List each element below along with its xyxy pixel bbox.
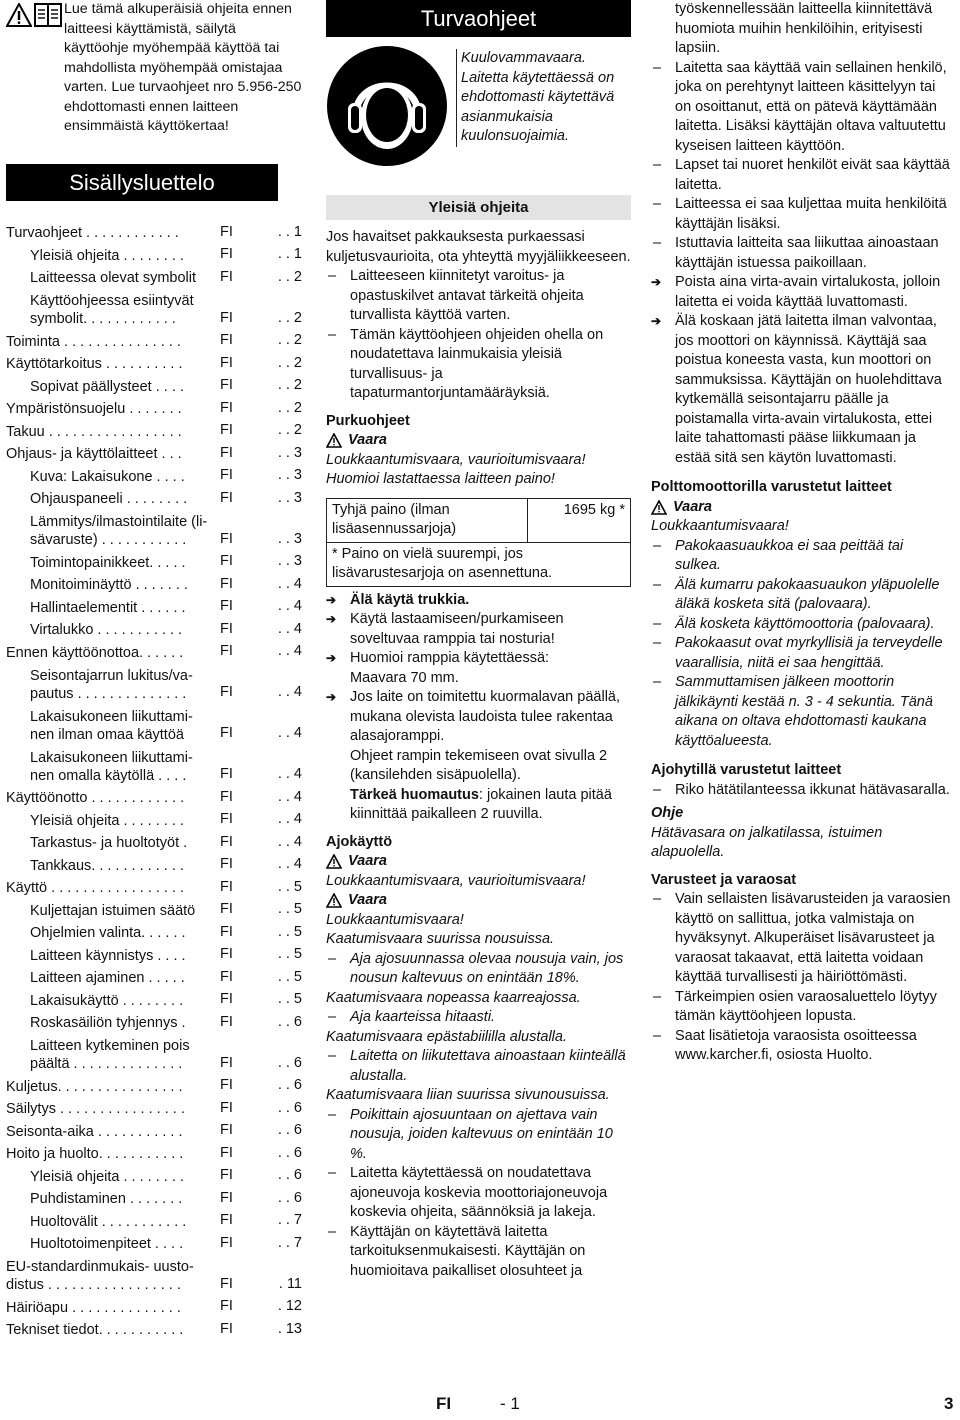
toc-entry-page: . . 3 — [277, 530, 302, 547]
toc-entry-lang: FI — [220, 833, 233, 850]
danger-label: Vaara — [348, 853, 387, 869]
toc-entry-title: Sopivat päällysteet . . . . — [30, 378, 184, 395]
toc-entry-page: . . 5 — [277, 878, 302, 895]
toc-entry-page: . . 2 — [277, 309, 302, 326]
toc-entry[interactable] — [6, 441, 302, 464]
toc-entry-lang: FI — [220, 1054, 233, 1071]
toc-entry-page: . . 6 — [277, 1099, 302, 1116]
rule-arrow-1: ➔ Poista aina virta-avain virtalukosta, jolloin laitetta ei voida käyttää luvattomasti. — [651, 273, 953, 312]
toc-entry[interactable] — [6, 549, 302, 572]
toc-entry-title: Lakaisukoneen liikuttami- nen omalla käytöllä . . . . — [30, 749, 193, 784]
tip-heading-1: Kaatumisvaara suurissa nousuissa. — [326, 931, 555, 947]
general-heading: Yleisiä ohjeita — [326, 195, 631, 220]
drive-warning-2: Loukkaantumisvaara! — [326, 911, 464, 928]
toc-entry-lang: FI — [220, 553, 233, 569]
toc-entry-page: . . 4 — [277, 833, 302, 850]
column-right — [651, 0, 953, 1066]
toc-entry-lang: FI — [220, 1099, 233, 1116]
danger-label: Vaara — [348, 892, 387, 908]
footer-page-label: - 1 — [500, 1394, 520, 1413]
tip-heading-2: Kaatumisvaara nopeassa kaarreajossa. — [326, 989, 581, 1006]
toc-entry-lang: FI — [220, 878, 233, 895]
tip-item-3: – Laitetta on liikutettava ainoastaan kiinteällä alustalla. — [326, 1047, 631, 1086]
toc-entry-title: Ennen käyttöönottoa. . . . . . — [6, 644, 184, 661]
toc-entry[interactable] — [6, 785, 302, 808]
toc-entry-title: Lakaisukoneen liikuttami- nen ilman omaa käyttöä — [30, 708, 193, 743]
toc-entry-lang: FI — [220, 489, 233, 506]
toc-title: Sisällysluettelo — [6, 164, 278, 201]
toc-entry-lang: FI — [220, 766, 233, 782]
toc-entry-lang: FI — [220, 467, 233, 483]
toc-entry-page: . . 3 — [277, 489, 302, 506]
toc-entry-page: . . 2 — [277, 354, 302, 371]
danger-label: Vaara — [348, 432, 387, 448]
general-item-1: – Laitteeseen kiinnitetyt varoitus- ja opastuskilvet antavat tärkeitä ohjeita turvallista käyttöä varten. — [326, 267, 631, 326]
important-label: Tärkeä huomautus — [350, 786, 479, 803]
toc-entry-lang: FI — [220, 1077, 233, 1093]
toc-entry-lang: FI — [220, 1122, 233, 1138]
note-text: Hätävasara on jalkatilassa, istuimen alapuolella. — [651, 824, 883, 860]
toc-entry-page: . . 2 — [277, 268, 302, 285]
toc-entry-page: . . 2 — [277, 422, 302, 438]
toc-entry-lang: FI — [220, 725, 233, 741]
toc-entry-title: Käyttö . . . . . . . . . . . . . . . . . — [6, 880, 185, 896]
unpack-heading: Purkuohjeet — [326, 412, 410, 429]
intro-icons — [6, 3, 62, 27]
note-label: Ohje — [651, 805, 684, 821]
toc-entry-title: Laitteen kytkeminen pois päältä . . . . . . . . . . . . . . — [30, 1038, 190, 1072]
toc-entry-title: Virtalukko . . . . . . . . . . . — [30, 622, 183, 638]
toc-entry[interactable] — [6, 1141, 302, 1164]
drive-item-5: – Laitetta käytettäessä on noudatettava ajoneuvoja koskevia moottoriajoneuvoja koskevia ohjeita, säännöksiä ja lakeja. — [326, 1164, 631, 1223]
danger-icon — [651, 500, 667, 515]
seat-item: – Riko hätätilanteessa ikkunat hätävasaralla. — [651, 781, 953, 801]
drive-warning: Loukkaantumisvaara, vaurioitumisvaara! — [326, 872, 586, 889]
toc-entry[interactable] — [6, 508, 302, 549]
toc-entry-title: Lämmitys/ilmastointilaite (li- sävaruste) . . . . . . . . . . . — [30, 514, 208, 548]
toc-entry-title: Laitteessa olevat symbolit — [30, 270, 197, 286]
toc-entry-title: Kuva: Lakaisukone . . . . — [30, 468, 185, 485]
danger-label: Vaara — [673, 498, 712, 515]
toc-entry[interactable] — [6, 897, 302, 920]
column-middle — [326, 0, 631, 1281]
toc-entry-page: . . 4 — [277, 766, 302, 782]
toc-entry-page: . . 4 — [277, 643, 302, 659]
toc-entry[interactable] — [6, 639, 302, 662]
toc-entry-title: Hallintaelementit . . . . . . — [30, 599, 186, 616]
intro-text: Lue tämä alkuperäisiä ohjeita ennen laitteesi käyttämistä, säilytä käyttöohje myöhempää käyttöä tai mahdollista myöhempää omistajaa varten. Lue turvaohjeet nro 5.956-250 ehdottomasti ennen laitteen ensimmäistä käyttökertaa! — [64, 1, 302, 134]
toc-entry-title: Monitoiminäyttö . . . . . . . — [30, 577, 188, 593]
toc-entry-page: . . 2 — [277, 399, 302, 416]
toc-entry-title: Käyttötarkoitus . . . . . . . . . . — [6, 356, 183, 372]
unpack-important — [326, 786, 631, 825]
warning-icon — [6, 3, 32, 27]
toc-entry-title: Seisonta-aika . . . . . . . . . . . — [6, 1123, 183, 1140]
toc-entry-title: Ohjaus- ja käyttölaitteet . . . — [6, 446, 182, 462]
toc-entry-title: Käyttöönotto . . . . . . . . . . . . — [6, 790, 185, 806]
toc-entry-title: Laitteen käynnistys . . . . — [30, 947, 186, 964]
tip-item-4: – Poikittain ajosuuntaan on ajettava vain nousuja, joiden kaltevuus on enintään 10 %. — [326, 1106, 631, 1165]
hearing-warning-text: Kuulovammavaara. Laitetta käytettäessä on ehdottomasti käytettävä asianmukaisia kuulonsuojaimia. — [456, 49, 631, 147]
continued-text: työskennellessään laitteella kiinnitettävä huomiota muihin henkilöihin, erityisesti lapsiin. — [675, 1, 933, 56]
toc-entry-lang: FI — [220, 968, 233, 985]
rule-arrow-2: ➔ Älä koskaan jätä laitetta ilman valvontaa, jos moottori on käynnissä. Käyttäjä saa poistua koneesta vasta, kun moottori on sammuksissa. Käyttäjän on huolehdittava kytkemällä seisontajarru päälle ja poistamalla virta-avain virtalukosta, ettei laite tahattomasti pääse liikkumaan ja estää sitä sen käytön luvattomasti. — [651, 312, 953, 468]
toc-entry-title: Turvaohjeet . . . . . . . . . . . . — [6, 225, 179, 241]
toc-entry-lang: FI — [220, 1167, 233, 1183]
toc-entry-title: Tankkaus. . . . . . . . . . . . — [30, 857, 184, 874]
toc-entry-page: . . 5 — [277, 968, 302, 985]
toc-entry-title: Laitteen ajaminen . . . . . — [30, 970, 185, 986]
engine-danger — [651, 498, 953, 518]
toc-entry-title: Käyttöohjeessa esiintyvät symbolit. . . . . . . . . . . . — [30, 293, 194, 327]
toc-entry[interactable] — [6, 418, 302, 441]
toc-entry[interactable] — [6, 942, 302, 965]
danger-icon — [326, 854, 342, 869]
toc-entry-title: Huoltotoimenpiteet . . . . — [30, 1236, 184, 1252]
toc-entry[interactable] — [6, 594, 302, 617]
toc-entry-lang: FI — [220, 901, 233, 917]
toc-entry-lang: FI — [220, 1320, 233, 1337]
toc-entry-lang: FI — [220, 856, 233, 872]
toc-entry-page: . 12 — [277, 1298, 302, 1314]
toc-entry[interactable] — [6, 1032, 302, 1073]
toc-entry-lang: FI — [220, 1189, 233, 1206]
acc-item-1: – Vain sellaisten lisävarusteiden ja varaosien käyttö on sallittua, jotka valmistaja on hyväksynyt. Alkuperäiset lisävarusteet ja varaosat takaavat, että laitetta voidaan käyttää turvallisesti ja häiriöttömästi. — [651, 890, 953, 988]
toc-entry[interactable] — [6, 807, 302, 830]
toc-entry-page: . 11 — [278, 1275, 302, 1292]
toc-entry-lang: FI — [220, 1275, 233, 1292]
toc-entry-lang: FI — [220, 399, 233, 416]
unpack-no-forklift: ➔ Älä käytä trukkia. — [326, 591, 631, 611]
toc-entry[interactable] — [6, 1231, 302, 1254]
tip-item-1: – Aja ajosuunnassa olevaa nousuja vain, jos nousun kaltevuus on enintään 18%. — [326, 950, 631, 989]
toc-entry-page: . . 3 — [277, 467, 302, 483]
toc-entry[interactable] — [6, 875, 302, 898]
unpack-instructions: Ohjeet rampin tekemiseen ovat sivulla 2 (kansilehden sisäpuolella). — [350, 747, 608, 783]
toc-entry-lang: FI — [220, 946, 233, 962]
toc-entry-lang: FI — [220, 684, 233, 700]
toc-entry[interactable] — [6, 351, 302, 374]
toc-entry-title: Tekniset tiedot. . . . . . . . . . . — [6, 1322, 184, 1338]
toc-entry[interactable] — [6, 572, 302, 595]
toc-entry-lang: FI — [220, 246, 233, 262]
general-intro: Jos havaitset pakkauksesta purkaessasi kuljetusvaurioita, ota yhteyttä myyjäliikkeeseen. — [326, 229, 631, 265]
toc-entry[interactable] — [6, 1208, 302, 1231]
acc-item-2: – Tärkeimpien osien varaosaluettelo löytyy tämän käyttöohjeen lopusta. — [651, 988, 953, 1027]
toc-entry-lang: FI — [220, 620, 233, 637]
engine-item-5: – Sammuttamisen jälkeen moottorin jälkikäynti kestää n. 3 - 4 sekuntia. Tänä aikana on oltava ehdottomasti kaukana käyttöalueesta. — [651, 673, 953, 751]
unpack-ramp-slope: ➔ Huomioi ramppia käytettäessä: — [326, 649, 631, 669]
drive-danger-1 — [326, 852, 631, 872]
drive-danger-2 — [326, 891, 631, 911]
toc-entry[interactable] — [6, 396, 302, 419]
seat-heading: Ajohytillä varustetut laitteet — [651, 762, 842, 778]
toc-entry-lang: FI — [220, 422, 233, 438]
toc-entry-title: Kuljetus. . . . . . . . . . . . . . . . — [6, 1078, 183, 1095]
toc-entry-title: Yleisiä ohjeita . . . . . . . . — [30, 812, 184, 829]
toc-entry-page: . . 4 — [277, 598, 302, 614]
hearing-protection-block — [326, 45, 631, 167]
rule-item-1: – Laitetta saa käyttää vain sellainen henkilö, joka on perehtynyt laitteen käsittelyyn tai on osoittanut, että on pätevä käyttämään laitetta. Lisäksi käyttäjän oltava valtuutettu kyseisen laitteen käyttöön. — [651, 59, 953, 157]
toc-entry[interactable] — [6, 1253, 302, 1294]
toc-entry-title: Hoito ja huolto. . . . . . . . . . . — [6, 1146, 184, 1162]
toc-entry-lang: FI — [220, 1212, 233, 1228]
toc-entry-lang: FI — [220, 444, 233, 461]
toc-entry-page: . . 5 — [277, 946, 302, 962]
toc-entry[interactable] — [6, 1163, 302, 1186]
footer-lang: FI — [436, 1394, 452, 1413]
toc-entry[interactable] — [6, 1010, 302, 1033]
toc-entry-title: Lakaisukäyttö . . . . . . . . — [30, 992, 184, 1009]
toc-entry-page: . . 2 — [277, 332, 302, 348]
toc-entry-lang: FI — [220, 309, 233, 326]
column-left — [6, 0, 302, 1339]
toc-entry[interactable] — [6, 1186, 302, 1209]
toc-entry-title: Ympäristönsuojelu . . . . . . . — [6, 401, 182, 417]
toc-entry[interactable] — [6, 1073, 302, 1096]
toc-entry-lang: FI — [220, 1013, 233, 1030]
engine-warning: Loukkaantumisvaara! — [651, 518, 789, 534]
weight-label: Tyhjä paino (ilman lisäasennussarjoja) — [327, 498, 528, 542]
engine-item-1: – Pakokaasuaukkoa ei saa peittää tai sulkea. — [651, 537, 953, 576]
toc-entry-lang: FI — [220, 643, 233, 659]
toc-entry-lang: FI — [220, 354, 233, 371]
toc-entry-lang: FI — [220, 923, 233, 940]
toc-entry-title: Yleisiä ohjeita . . . . . . . . — [30, 1168, 184, 1185]
toc-entry-page: . . 5 — [277, 901, 302, 917]
toc-entry-lang: FI — [220, 1234, 233, 1251]
toc-entry-page: . . 6 — [277, 1144, 302, 1161]
toc-entry-lang: FI — [220, 811, 233, 827]
toc-entry[interactable] — [6, 265, 302, 288]
toc-entry-lang: FI — [220, 377, 233, 393]
toc-entry[interactable] — [6, 1317, 302, 1340]
rule-item-2: – Lapset tai nuoret henkilöt eivät saa käyttää laitetta. — [651, 156, 953, 195]
weight-value: 1695 kg * — [527, 498, 630, 542]
toc-entry[interactable] — [6, 220, 302, 243]
toc-entry-page: . . 4 — [277, 856, 302, 872]
toc-entry[interactable] — [6, 703, 302, 744]
toc-entry-page: . . 1 — [277, 246, 302, 262]
drive-heading: Ajokäyttö — [326, 833, 393, 850]
toc-entry-page: . . 4 — [277, 725, 302, 741]
toc-entry-page: . . 6 — [277, 1189, 302, 1206]
toc-entry-page: . . 4 — [277, 575, 302, 592]
toc-entry-title: Puhdistaminen . . . . . . . — [30, 1191, 183, 1207]
unpack-warning-2: Huomioi lastattaessa laitteen paino! — [326, 471, 555, 487]
toc-entry-title: Säilytys . . . . . . . . . . . . . . . . — [6, 1101, 185, 1117]
toc-entry[interactable] — [6, 744, 302, 785]
engine-heading: Polttomoottorilla varustetut laitteet — [651, 479, 892, 495]
toc-entry-title: Seisontajarrun lukitus/va- pautus . . . . . . . . . . . . . . — [30, 667, 193, 702]
toc-entry[interactable] — [6, 328, 302, 351]
toc-entry-page: . . 6 — [277, 1054, 302, 1071]
footer-page-number: 3 — [944, 1394, 954, 1413]
important-text: : jokainen lauta pitää kiinnittää paikalleen 2 ruuvilla. — [350, 786, 612, 822]
toc-entry-title: Toimintopainikkeet. . . . . — [30, 554, 186, 571]
toc-entry-lang: FI — [220, 332, 233, 348]
unpack-slope-value: Maavara 70 mm. — [350, 669, 459, 686]
toc-entry-title: Takuu . . . . . . . . . . . . . . . . . — [6, 423, 182, 440]
toc-entry[interactable] — [6, 463, 302, 486]
toc-entry-title: Roskasäiliön tyhjennys . — [30, 1015, 186, 1031]
tip-heading-3: Kaatumisvaara epästabiililla alustalla. — [326, 1028, 567, 1045]
toc-entry-page: . . 5 — [277, 991, 302, 1007]
toc-entry-title: Kuljettajan istuimen säätö — [30, 902, 196, 919]
unpack-warning-1: Loukkaantumisvaara, vaurioitumisvaara! — [326, 451, 586, 468]
toc-entry[interactable] — [6, 1118, 302, 1141]
toc-entry-page: . . 4 — [277, 684, 302, 700]
intro-block — [6, 0, 302, 137]
toc-entry[interactable] — [6, 242, 302, 265]
engine-item-4: – Pakokaasut ovat myrkyllisiä ja terveydelle vaarallisia, niitä ei saa hengittää. — [651, 634, 953, 673]
toc-entry[interactable] — [6, 920, 302, 943]
toc-entry[interactable] — [6, 486, 302, 509]
toc-entry-page: . . 7 — [277, 1212, 302, 1228]
toc-entry-title: Toiminta . . . . . . . . . . . . . . . — [6, 333, 181, 350]
toc-entry-title: Häiriöapu . . . . . . . . . . . . . . — [6, 1299, 181, 1316]
toc-entry-lang: FI — [220, 223, 233, 240]
toc-entry-page: . . 6 — [277, 1077, 302, 1093]
toc-entry-page: . . 6 — [277, 1122, 302, 1138]
toc-entry-page: . . 6 — [277, 1013, 302, 1030]
manual-book-icon — [34, 3, 62, 27]
toc-entry-title: Ohjauspaneeli . . . . . . . . — [30, 491, 188, 507]
weight-note: * Paino on vielä suurempi, jos lisävarustesarjoja on asennettuna. — [327, 542, 631, 586]
toc-entry[interactable] — [6, 617, 302, 640]
toc-entry[interactable] — [6, 987, 302, 1010]
tip-heading-4: Kaatumisvaara liian suurissa sivunousuissa. — [326, 1087, 610, 1103]
drive-item-6: – Käyttäjän on käytettävä laitetta tarkoituksenmukaisesti. Käyttäjän on huomioitava paikalliset olosuhteet ja — [326, 1223, 631, 1282]
unpack-ramp: ➔ Käytä lastaamiseen/purkamiseen soveltuvaa ramppia tai nosturia! — [326, 610, 631, 649]
weight-table — [326, 498, 631, 587]
toc-entry-title: EU-standardinmukais- uusto- distus . . . . . . . . . . . . . . . . . — [6, 1259, 194, 1293]
table-of-contents — [6, 220, 302, 1340]
acc-item-3: – Saat lisätietoja varaosista osoitteessa www.karcher.fi, osiosta Huolto. — [651, 1027, 953, 1066]
toc-entry-page: . . 4 — [277, 788, 302, 805]
toc-entry-title: Tarkastus- ja huoltotyöt . — [30, 835, 188, 851]
toc-entry[interactable] — [6, 830, 302, 853]
toc-entry[interactable] — [6, 662, 302, 703]
toc-entry-page: . . 5 — [277, 923, 302, 940]
unpack-danger — [326, 431, 631, 451]
toc-entry-page: . . 1 — [277, 223, 302, 240]
toc-entry[interactable] — [6, 287, 302, 328]
rule-item-4: – Istuttavia laitteita saa liikuttaa ainoastaan käyttäjän istuessa paikoillaan. — [651, 234, 953, 273]
toc-entry-page: . . 3 — [277, 553, 302, 569]
toc-entry-lang: FI — [220, 575, 233, 592]
danger-icon — [326, 893, 342, 908]
toc-entry-lang: FI — [220, 991, 233, 1007]
engine-item-3: – Älä kosketa käyttömoottoria (palovaara). — [651, 615, 953, 635]
toc-entry-title: Yleisiä ohjeita . . . . . . . . — [30, 247, 184, 264]
toc-entry-page: . . 6 — [277, 1167, 302, 1183]
toc-entry-title: Ohjelmien valinta. . . . . . — [30, 925, 186, 941]
toc-entry-lang: FI — [220, 788, 233, 805]
tip-item-2: – Aja kaarteissa hitaasti. — [326, 1008, 631, 1028]
toc-entry-page: . . 4 — [277, 811, 302, 827]
toc-entry[interactable] — [6, 1096, 302, 1119]
toc-entry[interactable] — [6, 373, 302, 396]
safety-heading: Turvaohjeet — [326, 0, 631, 37]
engine-item-2: – Älä kumarru pakokaasuaukon yläpuolelle äläkä kosketa sitä (palovaara). — [651, 576, 953, 615]
toc-entry-lang: FI — [220, 530, 233, 547]
rule-item-3: – Laitteessa ei saa kuljettaa muita henkilöitä käyttäjän lisäksi. — [651, 195, 953, 234]
toc-entry[interactable] — [6, 852, 302, 875]
toc-entry-lang: FI — [220, 598, 233, 614]
toc-entry-lang: FI — [220, 1144, 233, 1161]
unpack-pallet: ➔ Jos laite on toimitettu kuormalavan päällä, mukana olevista laudoista tulee rakentaa alasajoramppi. — [326, 688, 631, 747]
danger-icon — [326, 433, 342, 448]
toc-entry-page: . . 4 — [277, 620, 302, 637]
toc-entry-title: Huoltovälit . . . . . . . . . . . — [30, 1213, 187, 1230]
toc-entry-lang: FI — [220, 1298, 233, 1314]
toc-entry-page: . 13 — [277, 1320, 302, 1337]
toc-entry-page: . . 3 — [277, 444, 302, 461]
toc-entry-page: . . 2 — [277, 377, 302, 393]
accessories-heading: Varusteet ja varaosat — [651, 871, 797, 888]
toc-entry[interactable] — [6, 965, 302, 988]
toc-entry-lang: FI — [220, 268, 233, 285]
hearing-protection-icon — [326, 45, 448, 167]
toc-entry[interactable] — [6, 1294, 302, 1317]
general-item-2: – Tämän käyttöohjeen ohjeiden ohella on noudatettava lainmukaisia yleisiä turvallisuus- ja tapaturmantorjuntamääräyksiä. — [326, 326, 631, 404]
toc-entry-page: . . 7 — [277, 1234, 302, 1251]
